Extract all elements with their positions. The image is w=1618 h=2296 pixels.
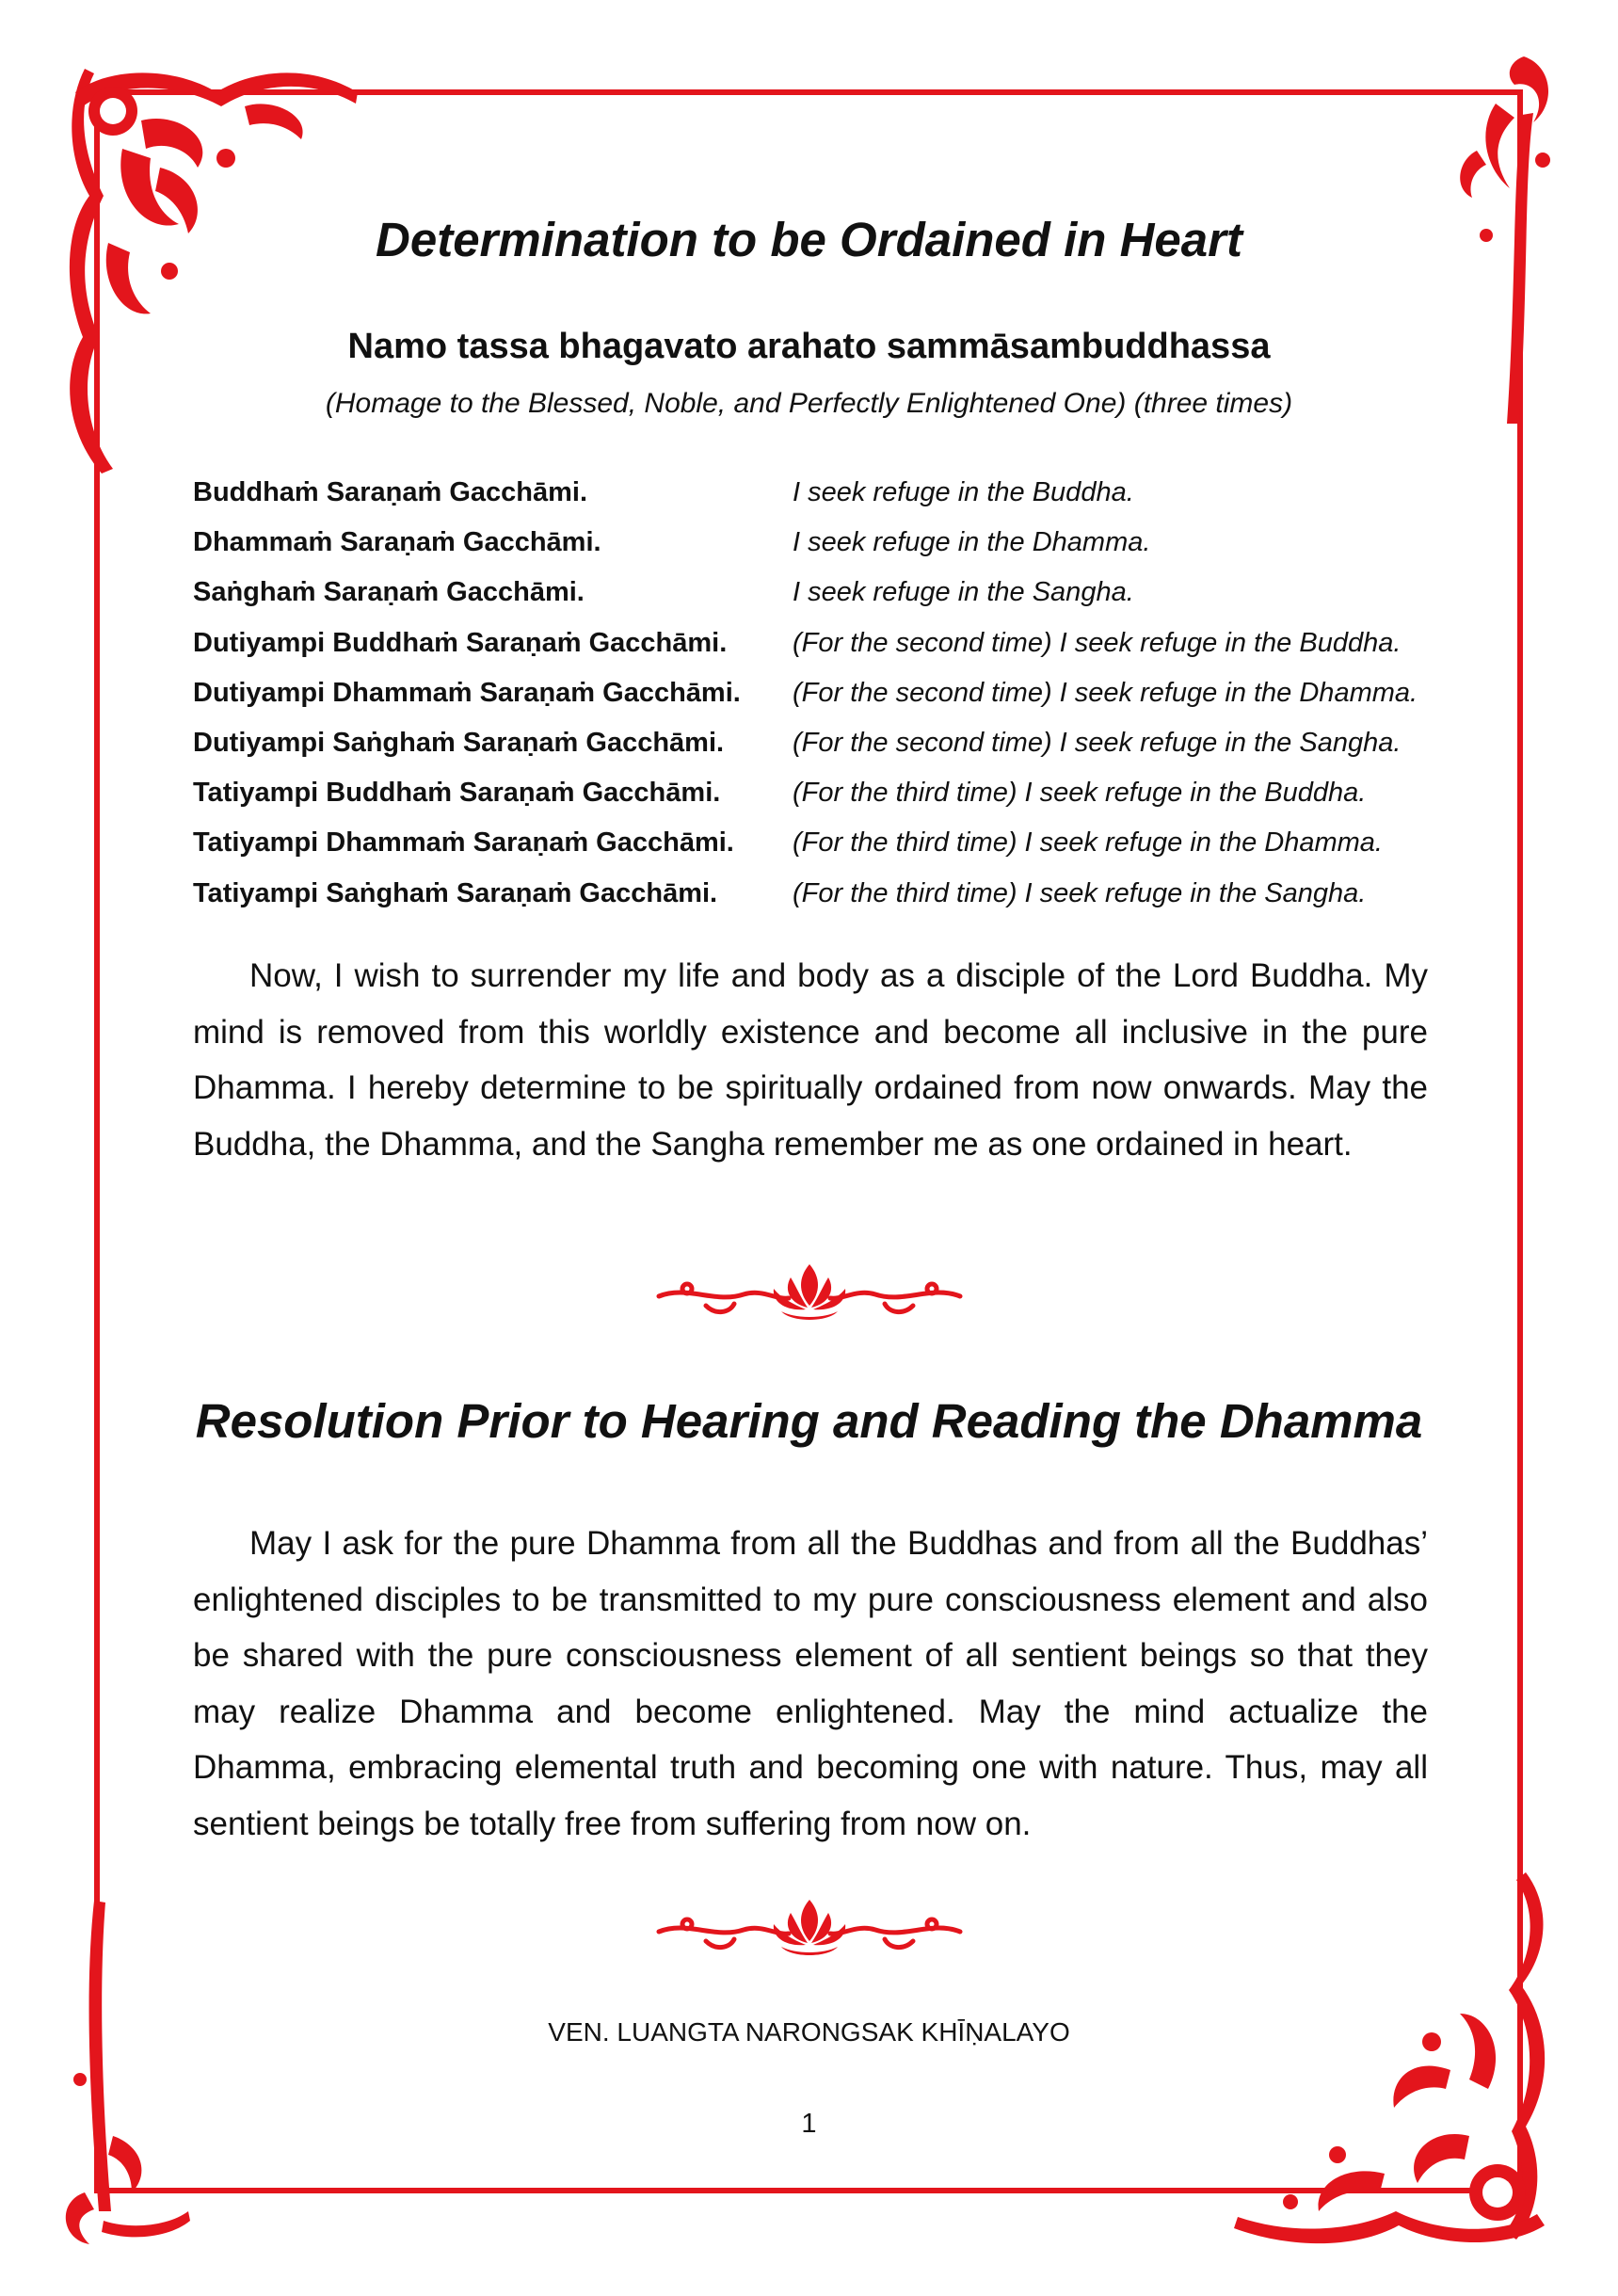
refuge-english: I seek refuge in the Sangha. xyxy=(793,577,1134,608)
section-title-ordained-in-heart: Determination to be Ordained in Heart xyxy=(376,213,1242,266)
refuge-pali: Dhammaṁ Saraṇaṁ Gacchāmi. xyxy=(193,527,601,558)
refuge-english: (For the second time) I seek refuge in the Dhamma. xyxy=(793,677,1418,708)
refuge-english: (For the third time) I seek refuge in the Buddha. xyxy=(793,778,1367,809)
resolution-paragraph: May I ask for the pure Dhamma from all the Buddhas and from all the Buddhas’ enlightened disciples to be transmitted to my pure consciousness element and also be shared with the pure consciousness element of all sentient beings so that they may realize Dhamma and become enlightened. May the mind actualize the Dhamma, embracing elemental truth and becoming one with nature. Thus, may all sentient beings be totally free from suffering from now on. xyxy=(193,1525,1428,1842)
floral-corner-ornament-top-left-icon xyxy=(56,55,376,488)
refuge-pali: Saṅghaṁ Saraṇaṁ Gacchāmi. xyxy=(193,577,585,608)
floral-corner-ornament-bottom-right-icon xyxy=(1149,1854,1563,2249)
refuge-row xyxy=(193,718,1492,768)
homage-pali-verse: Namo tassa bhagavato arahato sammāsambuddhassa xyxy=(347,327,1271,366)
refuge-chant-table xyxy=(193,468,1492,919)
refuge-row xyxy=(193,668,1492,718)
lotus-divider-ornament-icon xyxy=(649,1257,969,1332)
page-number: 1 xyxy=(801,2109,817,2139)
refuge-english: I seek refuge in the Dhamma. xyxy=(793,527,1151,558)
refuge-english: I seek refuge in the Buddha. xyxy=(793,477,1134,508)
lotus-divider-ornament-icon xyxy=(649,1892,969,1967)
refuge-row xyxy=(193,869,1492,919)
refuge-pali: Buddhaṁ Saraṇaṁ Gacchāmi. xyxy=(193,477,588,508)
refuge-row xyxy=(193,568,1492,618)
refuge-english: (For the second time) I seek refuge in the Buddha. xyxy=(793,627,1402,658)
refuge-row xyxy=(193,618,1492,668)
refuge-row xyxy=(193,518,1492,568)
floral-corner-ornament-bottom-left-icon xyxy=(56,1891,198,2249)
refuge-pali: Tatiyampi Saṅghaṁ Saraṇaṁ Gacchāmi. xyxy=(193,877,718,908)
homage-translation: (Homage to the Blessed, Noble, and Perfectly Enlightened One) (three times) xyxy=(325,388,1293,419)
refuge-row xyxy=(193,468,1492,518)
section-title-resolution: Resolution Prior to Hearing and Reading the Dhamma xyxy=(195,1394,1423,1448)
refuge-pali: Tatiyampi Dhammaṁ Saraṇaṁ Gacchāmi. xyxy=(193,827,734,859)
refuge-english: (For the second time) I seek refuge in the Sangha. xyxy=(793,728,1402,759)
refuge-english: (For the third time) I seek refuge in the Dhamma. xyxy=(793,827,1383,859)
author-credit: VEN. LUANGTA NARONGSAK KHĪṆALAYO xyxy=(548,2017,1070,2047)
ordination-paragraph: Now, I wish to surrender my life and body as a disciple of the Lord Buddha. My mind is removed from this worldly existence and become all inclusive in the pure Dhamma. I hereby determine to be spiritually ordained from now onwards. May the Buddha, the Dhamma, and the Sangha remember me as one ordained in heart. xyxy=(193,957,1428,1163)
refuge-english: (For the third time) I seek refuge in the Sangha. xyxy=(793,877,1367,908)
refuge-pali: Dutiyampi Saṅghaṁ Saraṇaṁ Gacchāmi. xyxy=(193,728,725,759)
refuge-row xyxy=(193,768,1492,818)
refuge-pali: Tatiyampi Buddhaṁ Saraṇaṁ Gacchāmi. xyxy=(193,778,721,809)
refuge-pali: Dutiyampi Dhammaṁ Saraṇaṁ Gacchāmi. xyxy=(193,677,741,708)
refuge-row xyxy=(193,818,1492,868)
refuge-pali: Dutiyampi Buddhaṁ Saraṇaṁ Gacchāmi. xyxy=(193,627,728,658)
